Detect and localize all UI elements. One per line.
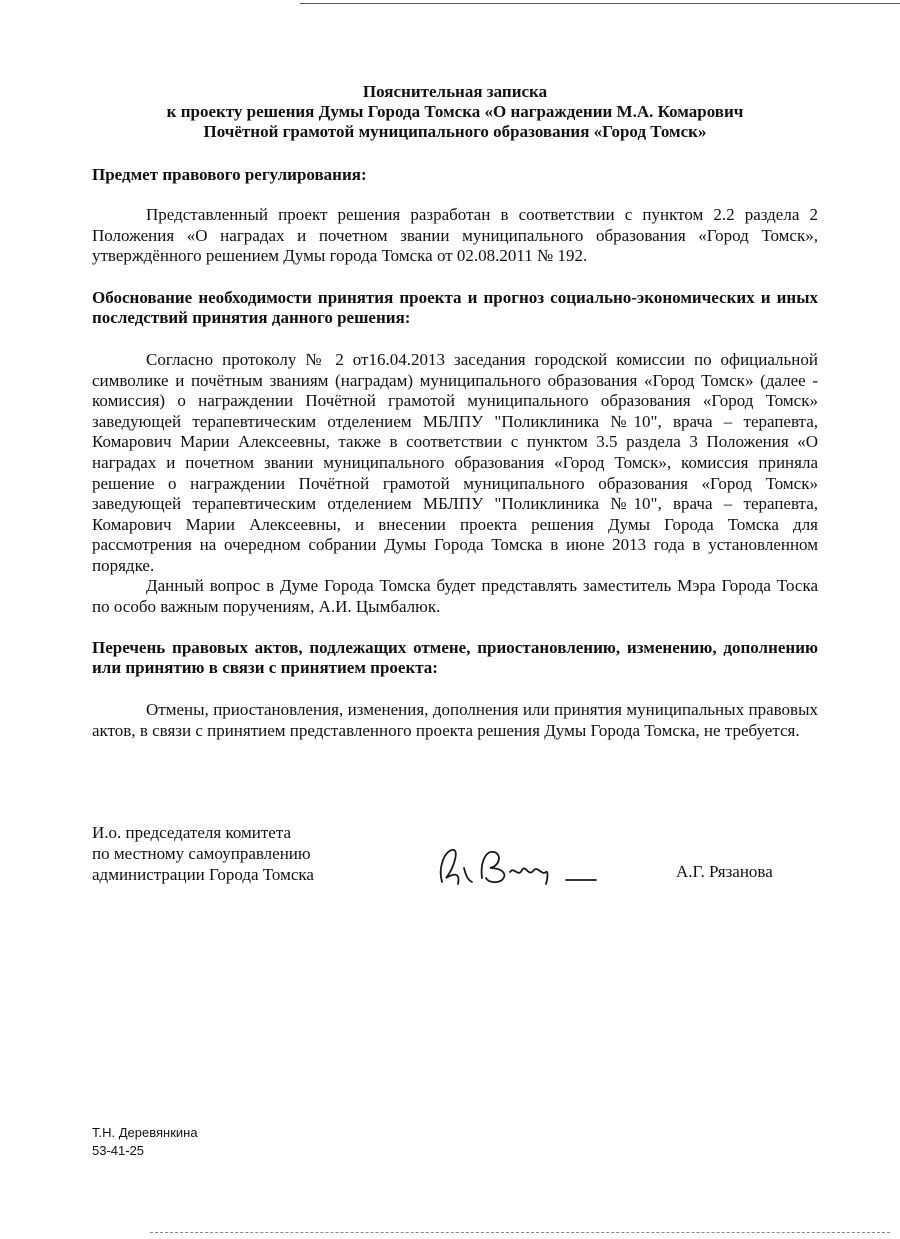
justification-heading: Обоснование необходимости принятия проекта и прогноз социально-экономических и иных последствий принятия данного решения: [92,288,818,327]
subject-paragraph: Представленный проект решения разработан в соответствии с пунктом 2.2 раздела 2 Положения «О наградах и почетном звании муниципального образования «Город Томск», утверждённого решением Думы города Томска от 02.08.2011 № 192. [92,205,818,266]
document-body [92,82,818,740]
scan-edge-bottom [150,1232,890,1233]
handwritten-signature [430,838,610,898]
executor-phone: 53-41-25 [92,1143,145,1158]
signatory-position-line-2: по местному самоуправлению [92,844,311,863]
justification-paragraph: Согласно протоколу № 2 от16.04.2013 заседания городской комиссии по официальной символике и почётным званиям (наградам) муниципального образования «Город Томск» (далее - комиссия) о награждении Почётной грамотой муниципального образования «Город Томск» заведующей терапевтическим отделением МБЛПУ "Поликлиника №10", врача – терапевта, Комарович Марии Алексеевны, также в соответствии с пунктом 3.5 раздела 3 Положения «О наградах и почетном звании муниципального образования «Город Томск», комиссия приняла решение о награждении Почётной грамотой муниципального образования «Город Томск» заведующей терапевтическим отделением МБЛПУ "Поликлиника №10", врача – терапевта, Комарович Марии Алексеевны, и внесении проекта решения Думы Города Томска для рассмотрения на очередном собрании Думы Города Томска в июне 2013 года в установленном порядке. [92,350,818,575]
signatory-position-line-3: администрации Города Томска [92,865,314,884]
title-line-1: Пояснительная записка [362,82,548,101]
subject-heading: Предмет правового регулирования: [92,165,367,184]
executor-name: Т.Н. Деревянкина [92,1125,198,1140]
acts-heading: Перечень правовых актов, подлежащих отмене, приостановлению, изменению, дополнению или принятию в связи с принятием проекта: [92,638,818,677]
presenter-paragraph: Данный вопрос в Думе Города Томска будет представлять заместитель Мэра Города Тоска по особо важным поручениям, А.И. Цымбалюк. [92,576,818,616]
acts-paragraph: Отмены, приостановления, изменения, дополнения или принятия муниципальных правовых актов, в связи с принятием представленного проекта решения Думы Города Томска, не требуется. [92,700,818,740]
signatory-position-line-1: И.о. председателя комитета [92,823,292,842]
document-title [92,82,818,142]
title-line-2: к проекту решения Думы Города Томска «О награждении М.А. Комарович [166,102,744,121]
executor-info [92,1124,198,1160]
signatory-name: А.Г. Рязанова [676,862,773,881]
scan-edge-top [300,3,900,4]
signatory-position [92,822,314,885]
title-line-3: Почётной грамотой муниципального образования «Город Томск» [203,122,707,141]
